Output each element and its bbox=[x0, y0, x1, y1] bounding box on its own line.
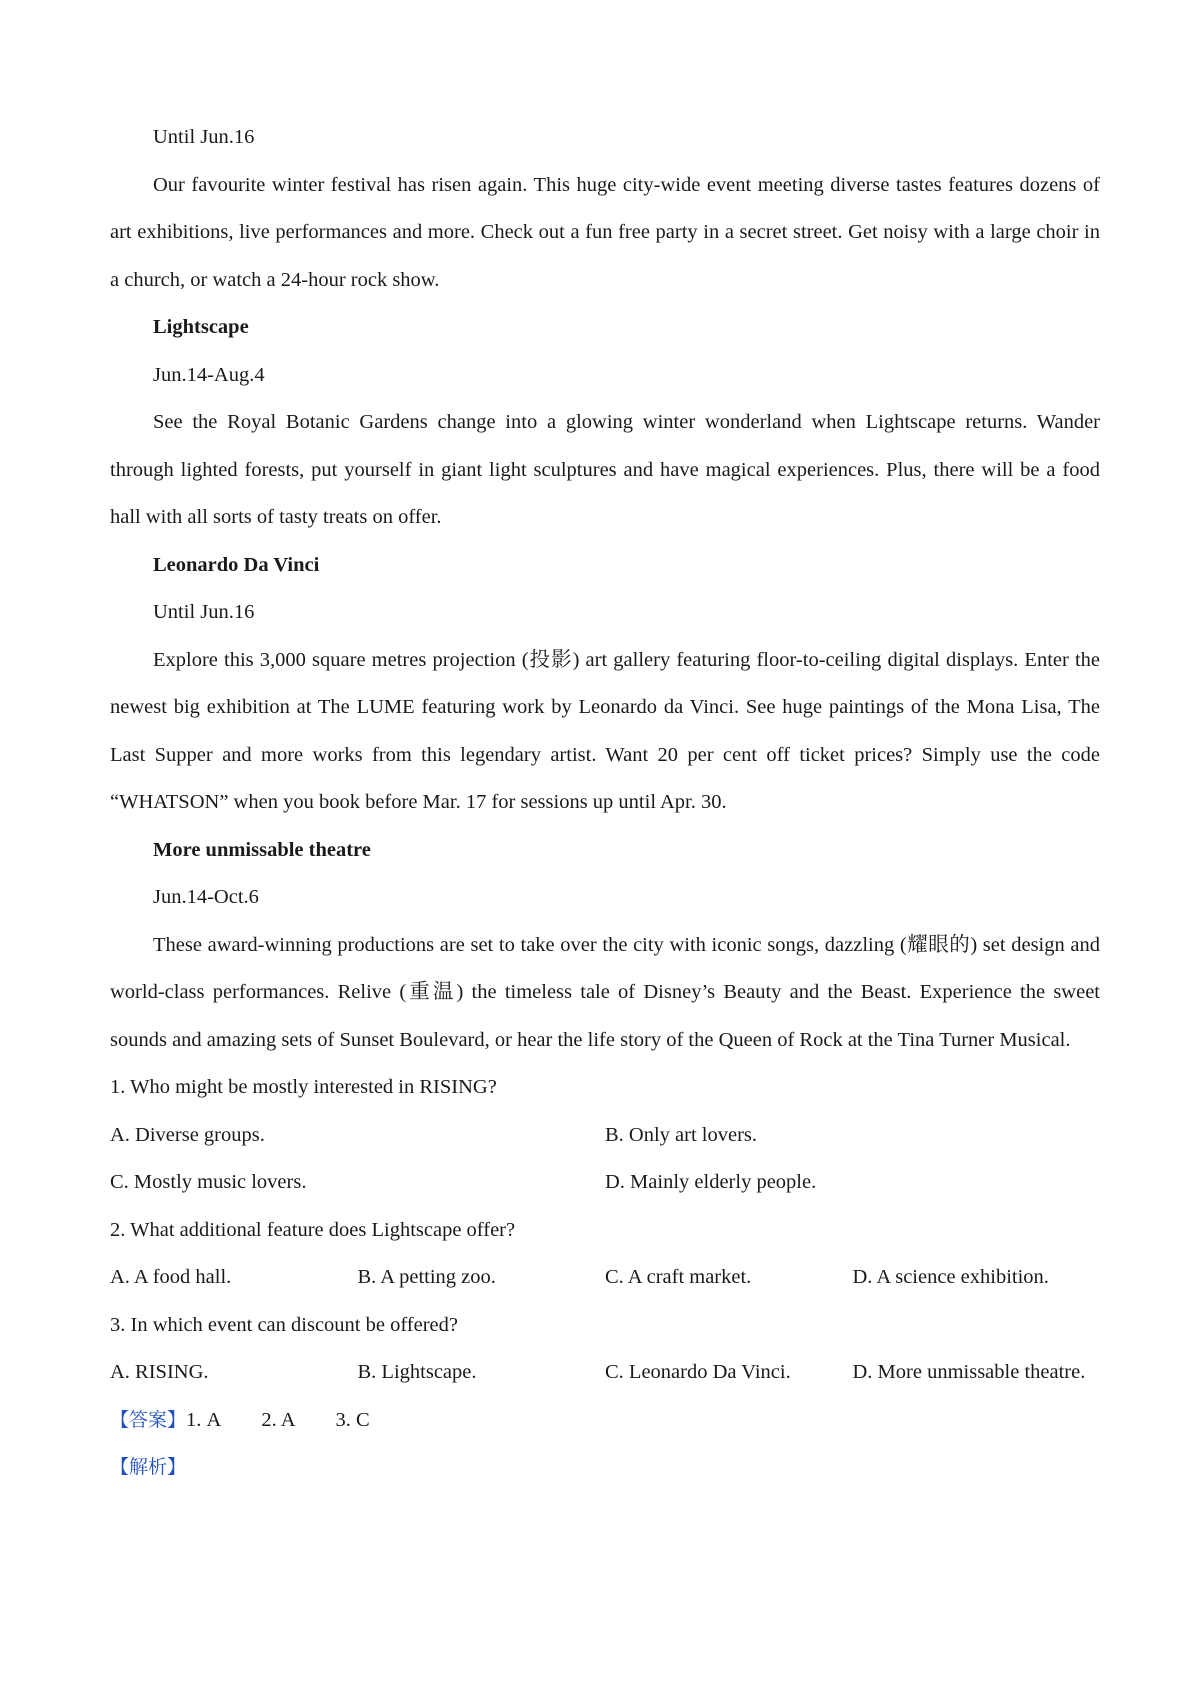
rising-date: Until Jun.16 bbox=[153, 126, 255, 148]
analysis-line bbox=[110, 1444, 1100, 1492]
lightscape-date: Jun.14-Aug.4 bbox=[153, 363, 265, 386]
theatre-title: More unmissable theatre bbox=[153, 838, 371, 861]
question-2-option-c: C. A craft market. bbox=[605, 1266, 752, 1288]
question-3-option-c: C. Leonardo Da Vinci. bbox=[605, 1361, 791, 1383]
question-1-option-b: B. Only art lovers. bbox=[605, 1123, 758, 1146]
davinci-title: Leonardo Da Vinci bbox=[153, 553, 320, 576]
question-2-stem: 2. What additional feature does Lightscape offer? bbox=[110, 1218, 516, 1241]
answer-item-3: 3. C bbox=[335, 1408, 370, 1431]
lightscape-body: See the Royal Botanic Gardens change into a glowing winter wonderland when Lightscape returns. Wander through lighted forests, put yourself in giant light sculptures and have magical experiences. Plus, there will be a food hall with all sorts of tasty treats on offer. bbox=[110, 411, 1100, 528]
answer-label: 【答案】 bbox=[110, 1408, 187, 1431]
question-2-option-d: D. A science exhibition. bbox=[852, 1266, 1049, 1288]
question-2-option-a: A. A food hall. bbox=[110, 1266, 232, 1288]
question-3-option-a: A. RISING. bbox=[110, 1361, 209, 1383]
analysis-label: 【解析】 bbox=[110, 1456, 187, 1478]
theatre-body: These award-winning productions are set to take over the city with iconic songs, dazzling (耀眼的) set design and world-class performances. Relive (重温) the timeless tale of Disney’s Beauty and the Beast. Experience the sweet sounds and amazing sets of Sunset Boulevard, or hear the life story of the Queen of Rock at the Tina Turner Musical. bbox=[110, 933, 1100, 1051]
question-1-options-row-2 bbox=[110, 1159, 1100, 1207]
question-2-options-row bbox=[110, 1254, 1100, 1302]
davinci-body: Explore this 3,000 square metres projection (投影) art gallery featuring floor-to-ceiling digital displays. Enter the newest big exhibition at The LUME featuring work by Leonardo da Vinci. See huge paintings of the Mona Lisa, The Last Supper and more works from this legendary artist. Want 20 per cent off ticket prices? Simply use the code “WHATSON” when you book before Mar. 17 for sessions up until Apr. 30. bbox=[110, 648, 1100, 813]
document-page bbox=[110, 114, 1100, 1492]
lightscape-title: Lightscape bbox=[153, 316, 249, 338]
question-1-option-a: A. Diverse groups. bbox=[110, 1123, 265, 1146]
answer-line bbox=[110, 1397, 1100, 1445]
question-1-option-c: C. Mostly music lovers. bbox=[110, 1171, 307, 1193]
davinci-date: Until Jun.16 bbox=[153, 601, 255, 623]
rising-body: Our favourite winter festival has risen again. This huge city-wide event meeting diverse tastes features dozens of art exhibitions, live performances and more. Check out a fun free party in a secret street. Get noisy with a large choir in a church, or watch a 24-hour rock show. bbox=[110, 173, 1100, 291]
question-3-option-b: B. Lightscape. bbox=[357, 1361, 477, 1383]
question-1-option-d: D. Mainly elderly people. bbox=[605, 1171, 817, 1193]
question-3-stem: 3. In which event can discount be offered? bbox=[110, 1313, 458, 1336]
question-1-stem: 1. Who might be mostly interested in RISING? bbox=[110, 1076, 497, 1098]
question-3-option-d: D. More unmissable theatre. bbox=[852, 1361, 1086, 1383]
theatre-date: Jun.14-Oct.6 bbox=[153, 886, 259, 908]
answer-item-1: 1. A bbox=[186, 1408, 222, 1431]
answer-item-2: 2. A bbox=[261, 1408, 296, 1431]
question-2-option-b: B. A petting zoo. bbox=[357, 1266, 496, 1288]
question-1-options-row-1 bbox=[110, 1112, 1100, 1160]
question-3-options-row bbox=[110, 1349, 1100, 1397]
